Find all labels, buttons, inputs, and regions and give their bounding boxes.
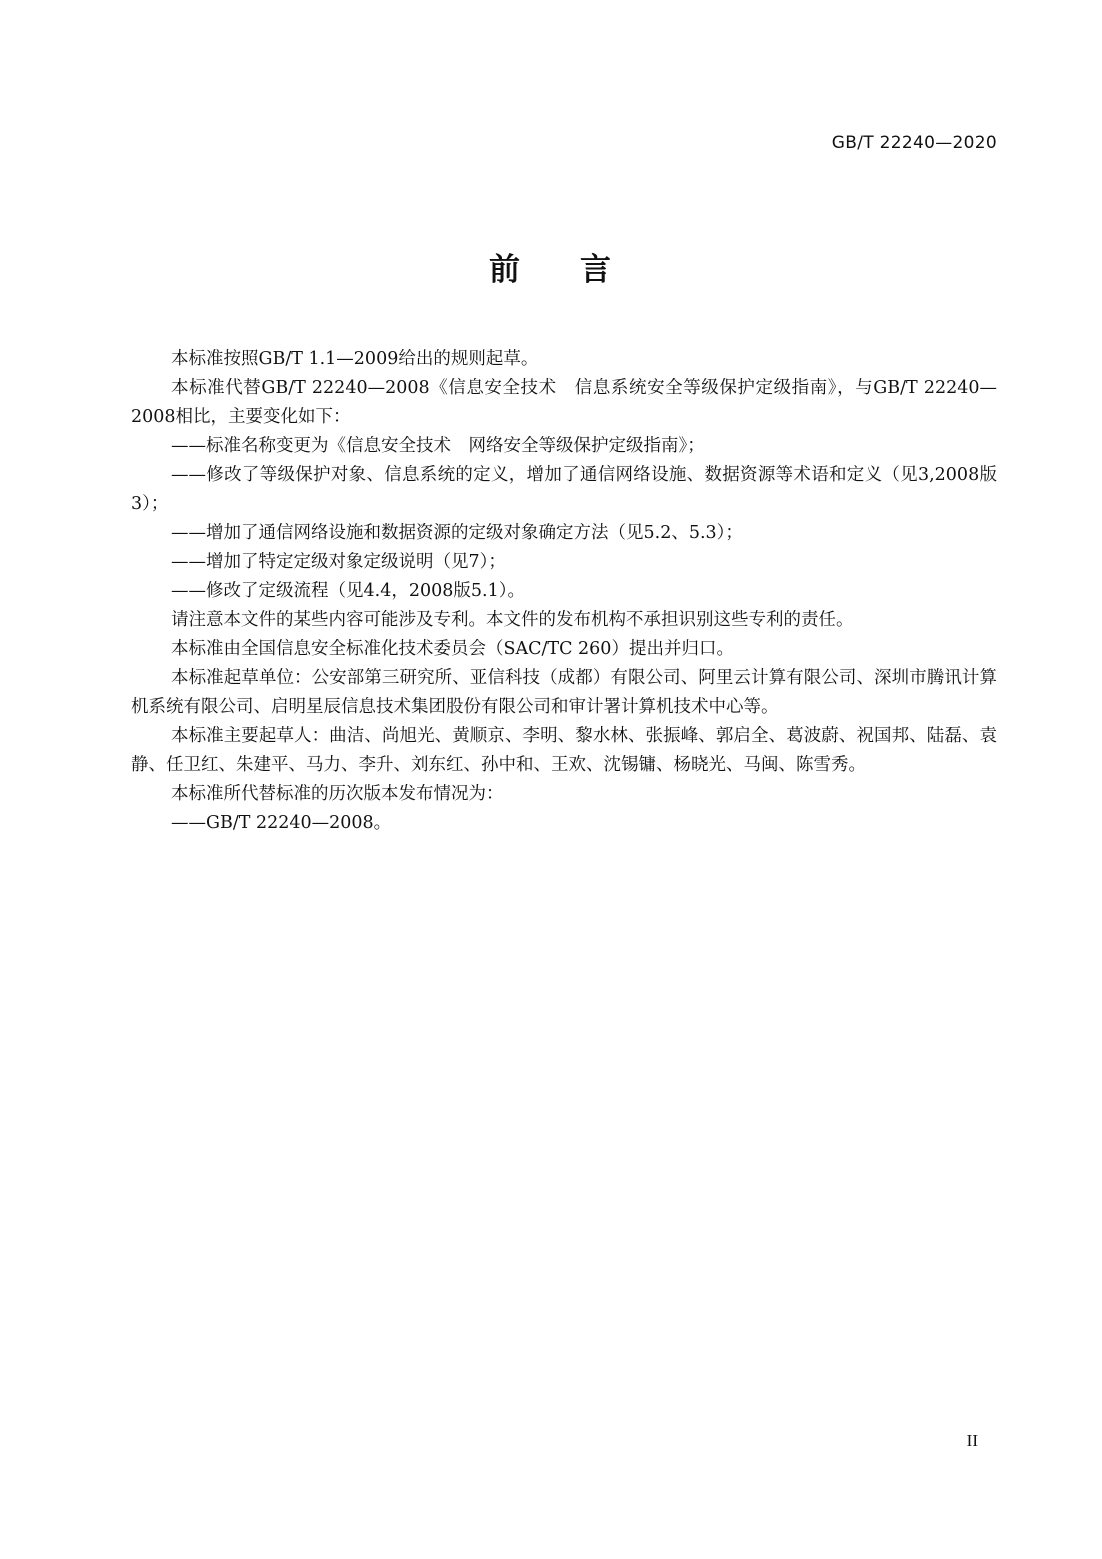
list-item: ——修改了等级保护对象、信息系统的定义，增加了通信网络设施、数据资源等术语和定义（见3,2008版3）； xyxy=(131,465,997,514)
paragraph: 本标准主要起草人：曲洁、尚旭光、黄顺京、李明、黎水林、张振峰、郭启全、葛波蔚、祝国邦、陆磊、袁静、任卫红、朱建平、马力、李升、刘东红、孙中和、王欢、沈锡镛、杨晓光、马闽、陈雪秀。 xyxy=(131,726,997,775)
page-title xyxy=(0,244,1102,289)
list-item: ——修改了定级流程（见4.4，2008版5.1）。 xyxy=(171,581,525,601)
list-item: ——增加了特定定级对象定级说明（见7）； xyxy=(171,552,506,572)
paragraph: 本标准起草单位：公安部第三研究所、亚信科技（成都）有限公司、阿里云计算有限公司、深圳市腾讯计算机系统有限公司、启明星辰信息技术集团股份有限公司和审计署计算机技术中心等。 xyxy=(131,668,997,717)
standard-number: GB/T 22240—2020 xyxy=(831,133,997,153)
list-item: ——GB/T 22240—2008。 xyxy=(171,813,392,833)
title-char-1: 前 xyxy=(489,252,522,288)
page-number: II xyxy=(966,1431,978,1450)
list-item: ——增加了通信网络设施和数据资源的定级对象确定方法（见5.2、5.3）； xyxy=(171,523,743,543)
paragraph: 本标准由全国信息安全标准化技术委员会（SAC/TC 260）提出并归口。 xyxy=(171,639,734,659)
paragraph: 本标准所代替标准的历次版本发布情况为： xyxy=(171,784,504,804)
paragraph: 本标准代替GB/T 22240—2008《信息安全技术 信息系统安全等级保护定级指南》，与GB/T 22240—2008相比，主要变化如下： xyxy=(131,378,997,427)
paragraph: 请注意本文件的某些内容可能涉及专利。本文件的发布机构不承担识别这些专利的责任。 xyxy=(171,610,854,630)
foreword-body xyxy=(131,345,997,838)
list-item: ——标准名称变更为《信息安全技术 网络安全等级保护定级指南》； xyxy=(171,436,705,456)
paragraph: 本标准按照GB/T 1.1—2009给出的规则起草。 xyxy=(171,349,539,369)
title-char-2: 言 xyxy=(580,252,613,288)
